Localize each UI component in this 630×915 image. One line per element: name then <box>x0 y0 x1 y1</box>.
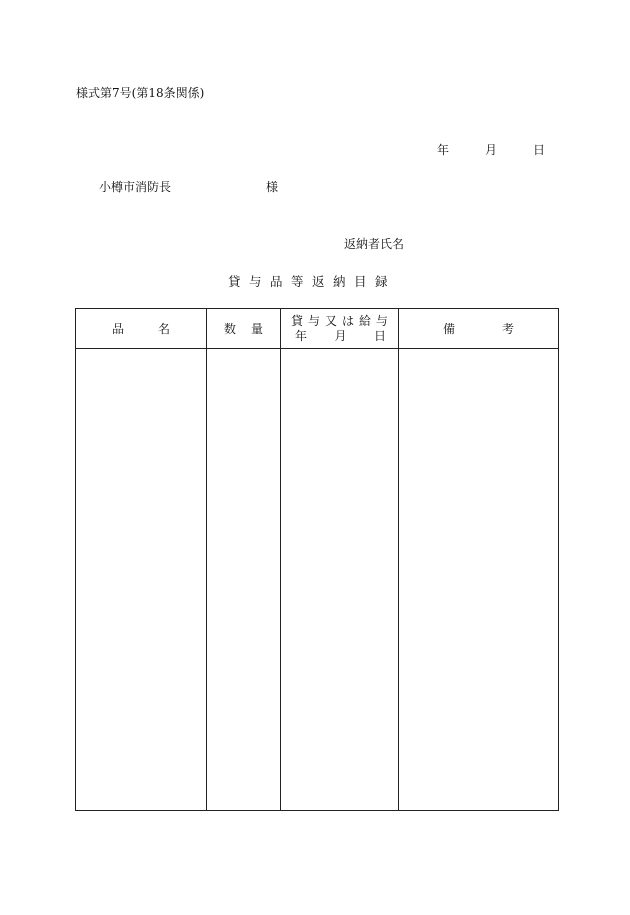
date-year: 年 <box>437 143 450 157</box>
form-number: 様式第7号(第18条関係) <box>76 86 205 100</box>
addressee-name: 小樽市消防長 <box>99 180 172 194</box>
header-item-name: 品 名 <box>76 309 207 349</box>
cell-remarks[interactable] <box>399 349 559 811</box>
date-day: 日 <box>533 143 546 157</box>
header-remarks: 備 考 <box>399 309 559 349</box>
return-list-table <box>75 308 559 811</box>
returner-name-label: 返納者氏名 <box>344 237 405 251</box>
addressee-honorific: 様 <box>266 180 279 194</box>
cell-item-name[interactable] <box>76 349 207 811</box>
table-header-row <box>76 309 559 349</box>
header-lend-date: 貸 与 又 は 給 与 年 月 日 <box>281 309 399 349</box>
table-body-row <box>76 349 559 811</box>
header-quantity: 数 量 <box>207 309 281 349</box>
cell-lend-date[interactable] <box>281 349 399 811</box>
document-title: 貸与品等返納目録 <box>228 274 397 289</box>
cell-quantity[interactable] <box>207 349 281 811</box>
date-line <box>437 141 545 158</box>
date-month: 月 <box>485 143 498 157</box>
